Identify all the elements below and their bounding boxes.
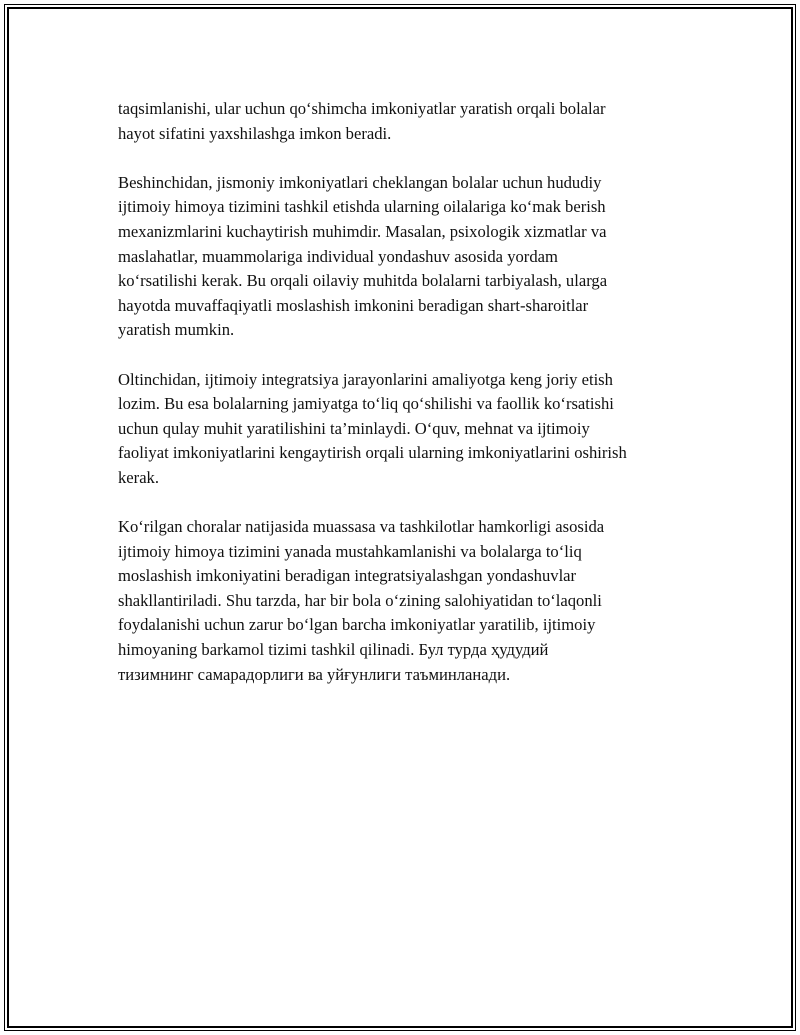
text-line: shakllantiriladi. Shu tarzda, har bir bola o‘zining salohiyatidan to‘laqonli (118, 590, 602, 610)
text-line: foydalanishi uchun zarur bo‘lgan barcha imkoniyatlar yaratilib, ijtimoiy (118, 615, 596, 635)
text-line: faoliyat imkoniyatlarini kengaytirish orqali ularning imkoniyatlarini oshirish (118, 443, 627, 463)
text-line: ijtimoiy himoya tizimini tashkil etishda ularning oilalariga ko‘mak berish (118, 197, 606, 217)
document-body (118, 97, 703, 712)
paragraph-4 (118, 515, 703, 687)
text-line: kerak. (118, 467, 159, 487)
text-line: тизимнинг самарадорлиги ва уйғунлиги таъминланади. (118, 664, 511, 684)
text-line: Ko‘rilgan choralar natijasida muassasa va tashkilotlar hamkorligi asosida (118, 517, 605, 537)
document-page (4, 4, 796, 1031)
text-line: maslahatlar, muammolariga individual yondashuv asosida yordam (118, 246, 558, 266)
text-line: uchun qulay muhit yaratilishini ta’minlaydi. O‘quv, mehnat va ijtimoiy (118, 418, 590, 438)
text-line: Oltinchidan, ijtimoiy integratsiya jarayonlarini amaliyotga keng joriy etish (118, 369, 613, 389)
paragraph-1 (118, 97, 703, 146)
text-line: yaratish mumkin. (118, 320, 235, 340)
paragraph-2 (118, 171, 703, 343)
paragraph-3 (118, 368, 703, 491)
text-line: lozim. Bu esa bolalarning jamiyatga to‘liq qo‘shilishi va faollik ko‘rsatishi (118, 394, 614, 414)
text-line: ko‘rsatilishi kerak. Bu orqali oilaviy muhitda bolalarni tarbiyalash, ularga (118, 271, 608, 291)
text-line: mexanizmlarini kuchaytirish muhimdir. Masalan, psixologik xizmatlar va (118, 221, 607, 241)
text-line: taqsimlanishi, ular uchun qo‘shimcha imkoniyatlar yaratish orqali bolalar (118, 99, 606, 118)
text-line: hayot sifatini yaxshilashga imkon beradi. (118, 123, 392, 143)
text-line: himoyaning barkamol tizimi tashkil qilinadi. Бул турда ҳудудий (118, 640, 549, 660)
text-line: hayotda muvaffaqiyatli moslashish imkonini beradigan shart-sharoitlar (118, 295, 589, 315)
text-line: Beshinchidan, jismoniy imkoniyatlari cheklangan bolalar uchun hududiy (118, 172, 602, 192)
text-line: moslashish imkoniyatini beradigan integratsiyalashgan yondashuvlar (118, 566, 577, 586)
text-line: ijtimoiy himoya tizimini yanada mustahkamlanishi va bolalarga to‘liq (118, 541, 582, 561)
